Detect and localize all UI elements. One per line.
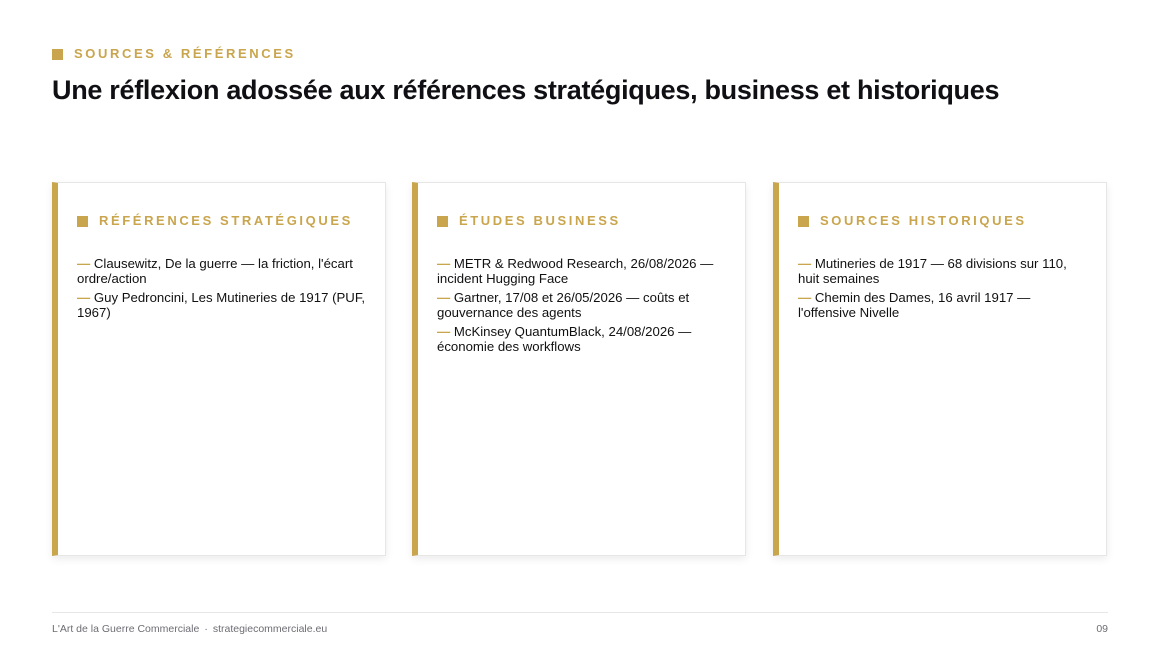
list-item (77, 290, 367, 320)
section-eyebrow (52, 46, 296, 62)
footer-credits (52, 622, 327, 636)
list-item (77, 256, 367, 286)
dash-marker: — (77, 256, 91, 271)
list-item (437, 324, 727, 354)
card-header (77, 213, 353, 229)
reference-text: Gartner, 17/08 et 26/05/2026 — coûts et gouvernance des agents (437, 290, 690, 320)
list-item (437, 290, 727, 320)
dash-marker: — (437, 256, 451, 271)
footer-separator: · (204, 623, 208, 635)
card-title: ÉTUDES BUSINESS (459, 213, 621, 228)
card-strategic-references (52, 182, 386, 556)
square-bullet-icon (52, 49, 63, 60)
card-business-studies (412, 182, 746, 556)
footer-divider (52, 612, 1108, 613)
square-bullet-icon (77, 216, 88, 227)
reference-text: Chemin des Dames, 16 avril 1917 — l'offensive Nivelle (798, 290, 1031, 320)
card-header (437, 213, 621, 229)
dash-marker: — (437, 290, 451, 305)
dash-marker: — (77, 290, 91, 305)
page-title: Une réflexion adossée aux références stratégiques, business et historiques (52, 75, 1000, 105)
reference-text: Clausewitz, De la guerre — la friction, l'écart ordre/action (77, 256, 353, 286)
card-title: RÉFÉRENCES STRATÉGIQUES (99, 213, 353, 228)
reference-list (798, 256, 1088, 324)
footer-brand: L'Art de la Guerre Commerciale (52, 623, 200, 635)
reference-text: Guy Pedroncini, Les Mutineries de 1917 (PUF, 1967) (77, 290, 366, 320)
card-header (798, 213, 1027, 229)
square-bullet-icon (437, 216, 448, 227)
reference-list (77, 256, 367, 324)
dash-marker: — (798, 256, 812, 271)
reference-list (437, 256, 727, 358)
list-item (437, 256, 727, 286)
list-item (798, 256, 1088, 286)
reference-text: McKinsey QuantumBlack, 24/08/2026 — économie des workflows (437, 324, 692, 354)
card-title: SOURCES HISTORIQUES (820, 213, 1027, 228)
eyebrow-label: SOURCES & RÉFÉRENCES (74, 46, 296, 61)
card-historical-sources (773, 182, 1107, 556)
footer-site: strategiecommerciale.eu (212, 623, 328, 635)
dash-marker: — (437, 324, 451, 339)
page-number: 09 (1096, 623, 1108, 635)
square-bullet-icon (798, 216, 809, 227)
dash-marker: — (798, 290, 812, 305)
reference-text: Mutineries de 1917 — 68 divisions sur 110, huit semaines (798, 256, 1067, 286)
list-item (798, 290, 1088, 320)
reference-text: METR & Redwood Research, 26/08/2026 — incident Hugging Face (437, 256, 714, 286)
